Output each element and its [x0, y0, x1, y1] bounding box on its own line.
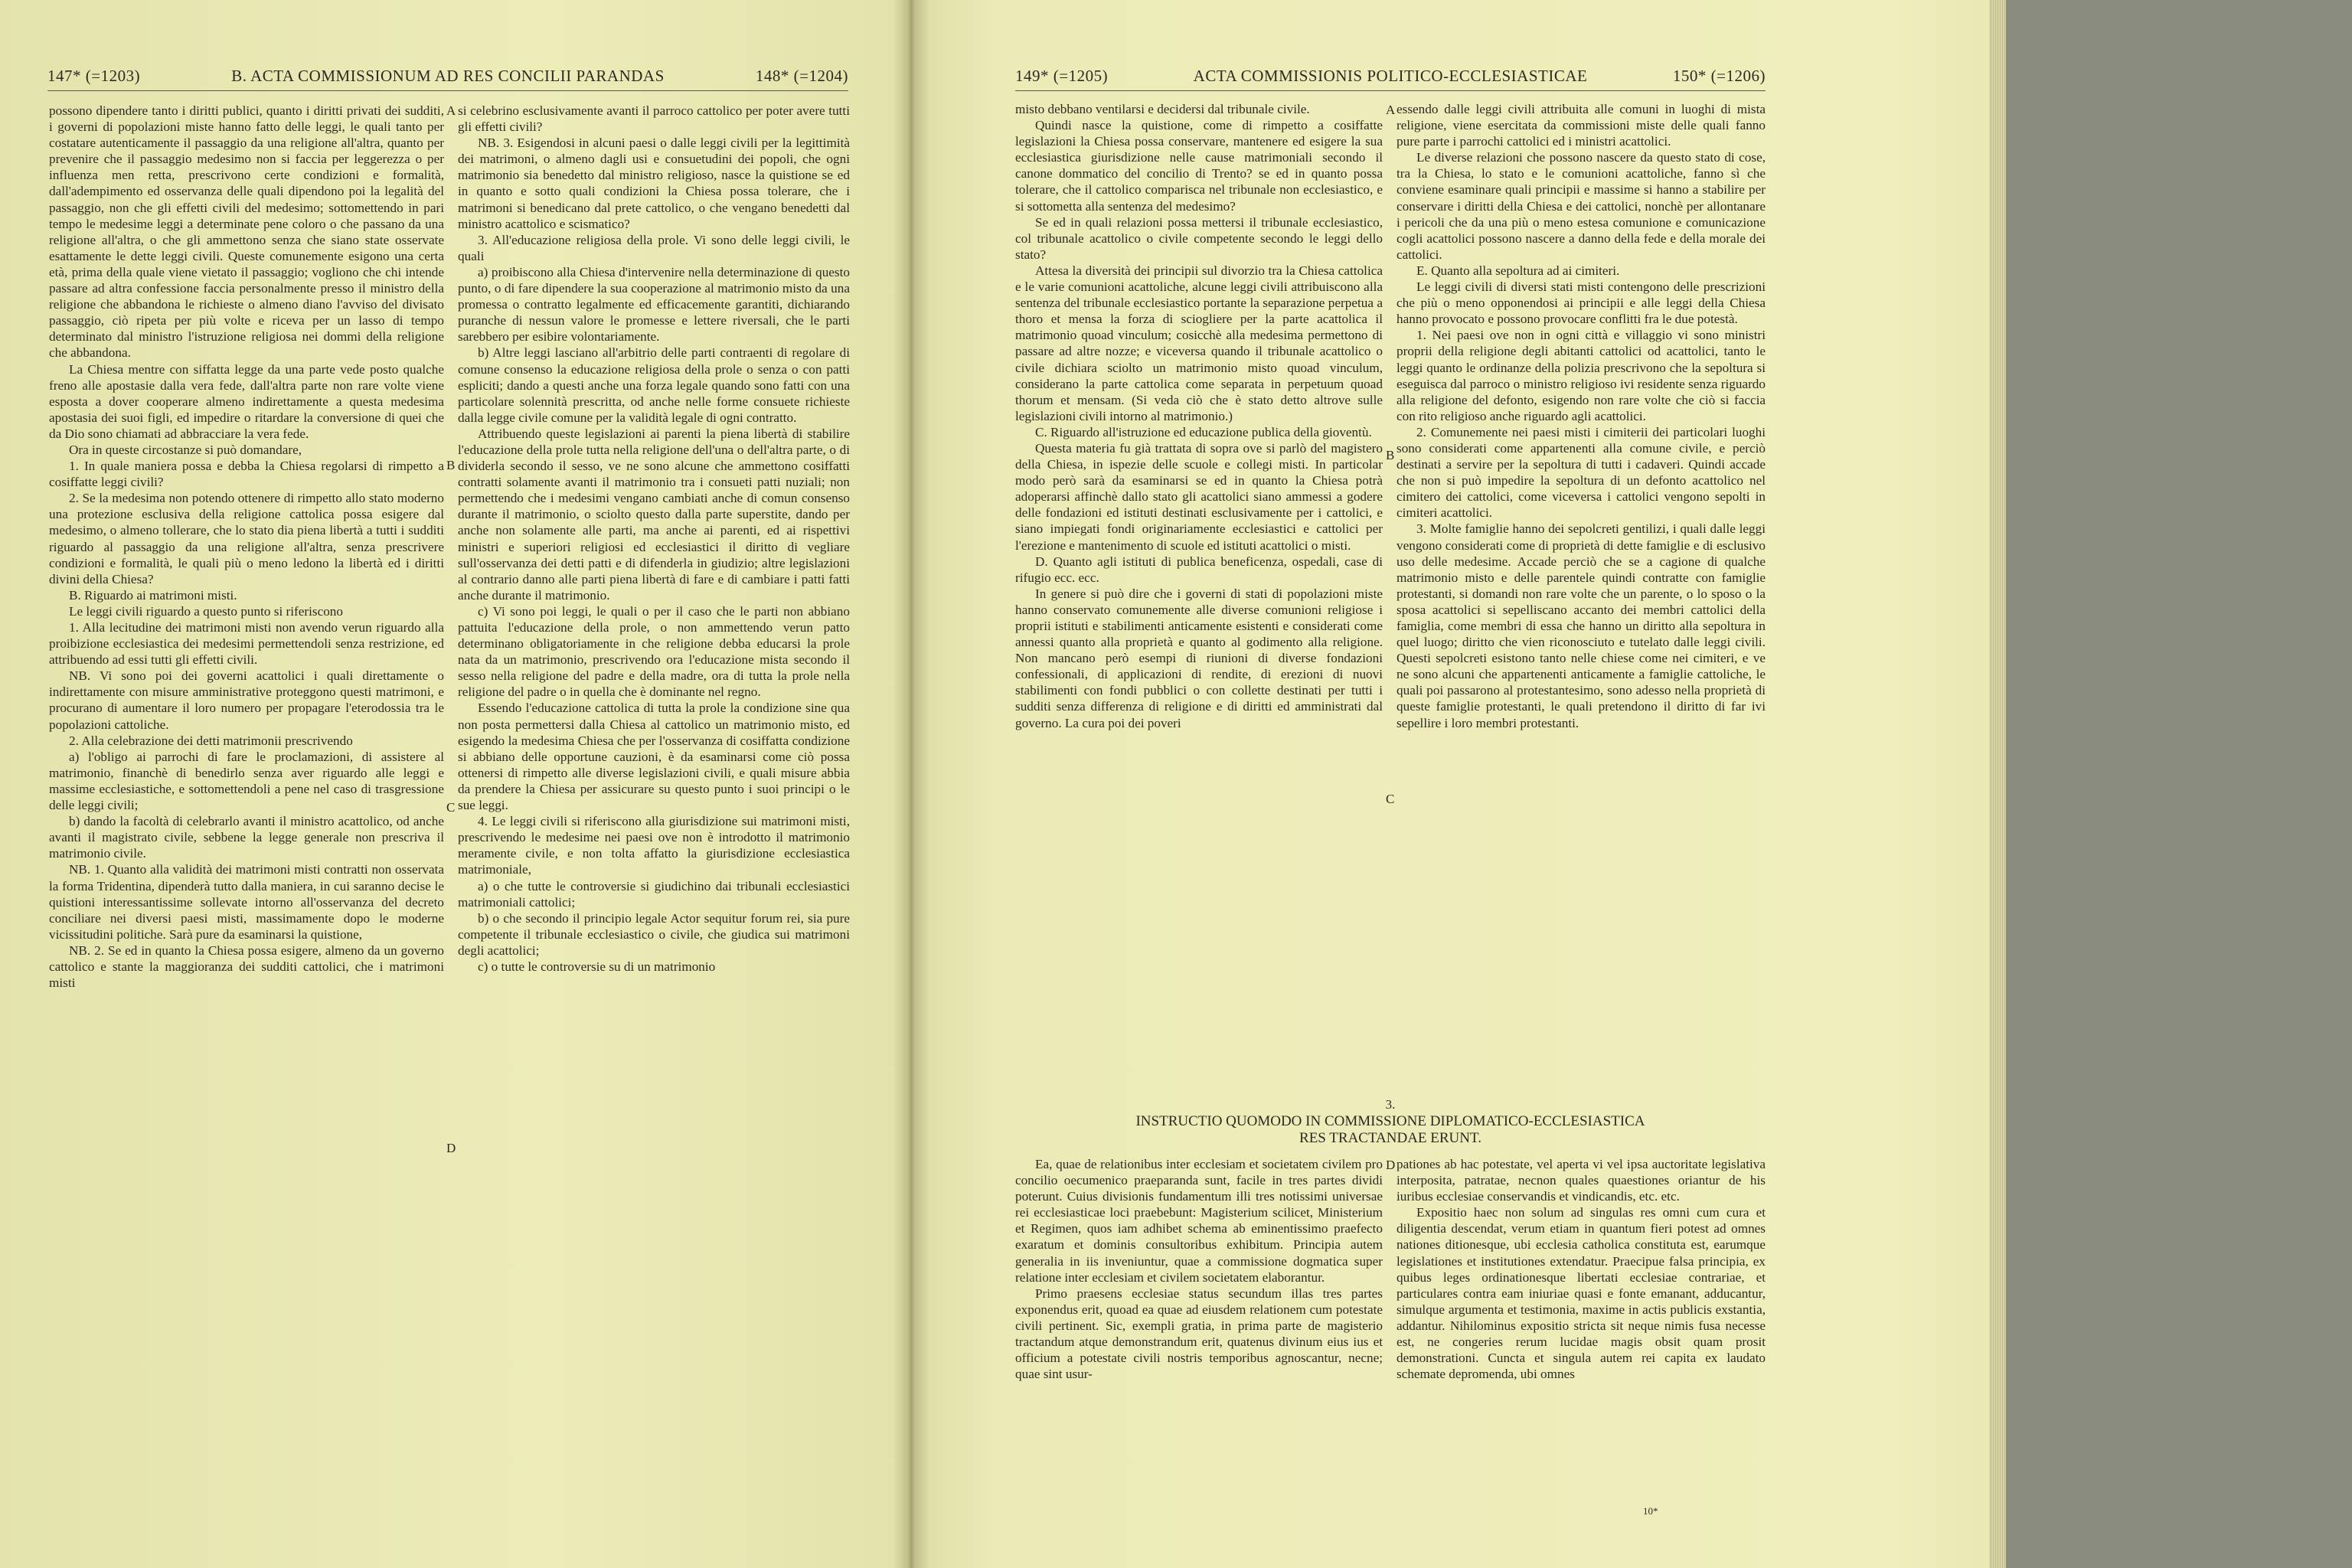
- paragraph: Attribuendo queste legislazioni ai parenti la piena libertà di stabilire l'educazione della prole tutta nella religione dell'una o dell'altra parte, o di dividerla secondo il sesso, ve ne sono alcune che ammettono cosiffatti contratti solamente avanti il matrimonio tra i consueti patti nuziali; non permettendo che i medesimi vengano cambiati anche di comun consenso durante il matrimonio, o sciolto questo dalla parte superstite, dando per anche non solamente alle parti, ma anche ai parenti, ed ai rispettivi ministri e superiori religiosi ed ecclesiastici il diritto di vegliare sull'osservanza dei detti patti e di difenderla in giudizio; altre legislazioni al contrario danno alle parti piena libertà di fare e di cambiare i patti fatti anche durante il matrimonio.: [458, 426, 850, 603]
- paragraph: 2. Alla celebrazione dei detti matrimonii prescrivendo: [69, 733, 353, 748]
- paragraph: possono dipendere tanto i diritti publici, quanto i diritti privati dei sudditi, i governi di popolazioni miste hanno fatto delle leggi, le quali tanto per costatare autenticamente il passaggio da una religione all'altra, quanto per prevenire che il passaggio medesimo non si faccia per leggerezza o per influenza men retta, prescrivono certe condizioni e formalità, dall'adempimento ed osservanza delle quali dipendono poi la legalità del passaggio, non che gli effetti civili del medesimo; sottomettendo in pari tempo le medesime leggi a determinate pene coloro o che passano da una religione all'altra, o che gli ammettono senza che siano state osservate esattamente le dette leggi civili. Queste comunemente esigono una certa età, prima della quale viene vietato il passaggio; vogliono che chi intende passare ad altra confessione faccia personalmente presso il ministro della religione che abbandona le richieste o almeno diano l'avviso del divisato passaggio, ciò ripeta per più volte e riceva per un lasso di tempo determinato dal ministro l'istruzione religiosa nei dommi della religione che abbandona.: [49, 103, 444, 361]
- paragraph: Le leggi civili riguardo a questo punto si riferiscono: [69, 603, 343, 619]
- margin-letter: D: [1386, 1158, 1396, 1172]
- text-column-right-2: [1396, 101, 1766, 731]
- page-number-left: 149* (=1205): [1015, 67, 1109, 85]
- paragraph: essendo dalle leggi civili attribuita alle comuni in luoghi di mista religione, viene esercitata da commissioni miste delle quali fanno pure parte i parrochi cattolici ed i ministri acattolici.: [1396, 102, 1766, 149]
- text-column-left-1: [49, 103, 444, 991]
- paragraph: Se ed in quali relazioni possa mettersi il tribunale ecclesiastico, col tribunale acattolico o civile competente secondo le leggi dello stato?: [1015, 214, 1383, 262]
- paragraph: b) o che secondo il principio legale Actor sequitur forum rei, sia pure competente il tribunale ecclesiastico o civile, che giudica sui matrimoni degli acattolici;: [458, 910, 850, 958]
- section-heading: [1015, 1096, 1766, 1147]
- signature-mark: 10*: [1643, 1505, 1658, 1517]
- margin-letter: B: [446, 458, 456, 472]
- paragraph: c) Vi sono poi leggi, le quali o per il caso che le parti non abbiano pattuita l'educazione della prole, o non ammettendo verun patto determinano obligatoriamente in che religione debba educarsi la prole nata da un matrimonio, prescrivendo ora l'educazione mista secondo il sesso nella religione del padre e della madre, ora di tutta la prole nella religione del padre o in quella che è dominante nel regno.: [458, 603, 850, 700]
- section-title-line-2: RES TRACTANDAE ERUNT.: [1299, 1130, 1481, 1146]
- paragraph: 3. Molte famiglie hanno dei sepolcreti gentilizi, i quali dalle leggi vengono considerati come di proprietà di dette famiglie e di esclusivo uso delle medesime. Accade perciò che se a cagione di qualche matrimonio misto e delle parentele quindi contratte con famiglie protestanti, si domandi non rare volte che un parente, o lo sposo o la sposa acattolici si sepelliscano accanto dei membri cattolici della famiglia, come membri di essa che hanno un diritto alla sepoltura in quel luogo; diritto che vien riconosciuto e tutelato dalle leggi civili. Questi sepolcreti esistono tanto nelle chiese come nei cimiteri, e ve ne sono alcuni che appartenenti anticamente a famiglie cattoliche, le quali poi passarono al protestantesimo, sono adesso nella proprietà di queste famiglie protestanti, le quali pretendono il diritto di far ivi sepellire i loro membri protestanti.: [1396, 521, 1766, 730]
- paragraph: NB. 1. Quanto alla validità dei matrimoni misti contratti non osservata la forma Tridentina, dipenderà tutto dalla maniera, in cui saranno decise le quistioni interessantissime sollevate intorno all'osservanza del decreto conciliare nei diversi paesi misti, massimamente dopo le moderne vicissitudini politiche. Sarà pure da esaminarsi la quistione,: [49, 862, 444, 942]
- paragraph: C. Riguardo all'istruzione ed educazione publica della gioventù.: [1035, 424, 1372, 439]
- text-column-right-3: [1015, 1156, 1383, 1382]
- paragraph: B. Riguardo ai matrimoni misti.: [69, 587, 237, 603]
- paragraph: Quindi nasce la quistione, come di rimpetto a cosiffatte legislazioni la Chiesa possa conservare, mantenere ed esigere la sua ecclesiastica giurisdizione nelle cause matrimoniali secondo il canone dommatico del concilio di Trento? se ed in quanto possa tolerare, che il cattolico comparisca nel tribunale non ecclesiastico, e si sottometta alla sentenza del medesimo?: [1015, 118, 1383, 214]
- left-page: [0, 0, 908, 1568]
- paragraph: pationes ab hac potestate, vel aperta vi vel ipsa auctoritate legislativa interposita, patratae, necnon quales quaestiones oriantur de his iuribus ecclesiae conservandis et vindicandis, etc. etc.: [1396, 1157, 1766, 1204]
- paragraph: Essendo l'educazione cattolica di tutta la prole la condizione sine qua non posta permettersi dalla Chiesa al cattolico un matrimonio misto, ed esigendo la medesima Chiesa che per l'osservanza di cosiffatta condizione si abbiano delle opportune cauzioni, è da esaminarsi come ciò possa ottenersi di rimpetto alle diverse legislazioni civili, e quali misure abbia da prendere la Chiesa per assicurare su questo punto i suoi principi o le sue leggi.: [458, 701, 850, 813]
- running-title-right: ACTA COMMISSIONIS POLITICO-ECCLESIASTICAE: [1193, 67, 1588, 85]
- margin-letter: A: [446, 103, 456, 118]
- paragraph: La Chiesa mentre con siffatta legge da una parte vede posto qualche freno alle apostasie dalla vera fede, dall'altra parte non rare volte viene esposta a dover cooperare almeno indirettamente a questa medesima apostasia dei suoi figli, ed impedire o ritardare la conversione di quei che da Dio sono chiamati ad abbracciare la vera fede.: [49, 361, 444, 441]
- section-number: 3.: [1385, 1097, 1396, 1112]
- paragraph: 1. In quale maniera possa e debba la Chiesa regolarsi di rimpetto a cosiffatte leggi civili?: [49, 459, 444, 490]
- paragraph: D. Quanto agli istituti di publica beneficenza, ospedali, case di rifugio ecc. ecc.: [1015, 554, 1383, 585]
- paragraph: 2. Comunemente nei paesi misti i cimiterii dei particolari luoghi sono considerati come appartenenti alla comune civile, e perciò destinati a servire per la sepoltura di tutti i cadaveri. Quindi accade che non si può impedire la sepoltura di un defonto acattolico nel cimitero dei cattolici, come viceversa i cattolici vengono sepolti in cimiteri acattolici.: [1396, 424, 1766, 521]
- margin-letter: A: [1386, 103, 1396, 117]
- paragraph: Questa materia fu già trattata di sopra ove si parlò del magistero della Chiesa, in ispezie delle scuole e collegi misti. In particolar modo però sarà da esaminarsi se ed in quanto la Chiesa potrà adoperarsi affinchè dallo stato gli acattolici siano ammessi a godere delle fondazioni ed istituti destinati esclusivamente per i cattolici, e siano impiegati fondi originariamente ecclesiastici e cattolici per l'erezione e mantenimento di scuole ed istituti acattolici o misti.: [1015, 440, 1383, 553]
- right-page: [908, 0, 1998, 1568]
- paragraph: a) proibiscono alla Chiesa d'intervenire nella determinazione di questo punto, o di fare dipendere la sua cooperazione al matrimonio misto da una promessa o contratto legalmente ed efficacemente garantiti, dichiarando puranche di nessun valore le promesse e lettere riversali, che le parti sarebbero per esibire volontariamente.: [458, 264, 850, 345]
- section-title-line-1: INSTRUCTIO QUOMODO IN COMMISSIONE DIPLOMATICO-ECCLESIASTICA: [1135, 1113, 1645, 1129]
- page-edges: [1989, 0, 2006, 1568]
- table-background: [1998, 0, 2352, 1568]
- paragraph: Primo praesens ecclesiae status secundum illas tres partes exponendus erit, quoad ea quae ad eiusdem relationem cum potestate civili pertinent. Sic, exempli gratia, in prima parte de magisterio tractandum atque demonstrandum erit, quatenus divinum eius ius et officium a potestate civili nostris temporibus agnoscantur, necne; quae sint usur-: [1015, 1285, 1383, 1382]
- paragraph: a) l'obligo ai parrochi di fare le proclamazioni, di assistere al matrimonio, financhè di benedirlo senza aver riguardo alle leggi e massime ecclesiastiche, e sottomettendoli a pene nel caso di trasgressione delle leggi civili;: [49, 749, 444, 813]
- margin-letter: C: [446, 800, 456, 815]
- paragraph: Expositio haec non solum ad singulas res omni cum cura et diligentia descendat, verum etiam in quantum fieri potest ad omnes nationes ditionesque, ubi ecclesia catholica constituta est, earumque legislationes et institutiones extendatur. Praecipue falsa principia, ex quibus leges ordinationesque libertati ecclesiae contrariae, et particulares contra eam iniuriae quasi e fonte emanant, adducantur, simulque argumenta et testimonia, maxime in actis publicis exstantia, addantur. Nihilominus expositio stricta sit neque nimis fusa necesse est, ne congeries rerum lucidae magis obsit quam prosit demonstrationi. Cuncta et singula autem rei capita ex laudato schemate depromenda, ubi omnes: [1396, 1205, 1766, 1382]
- paragraph: NB. Vi sono poi dei governi acattolici i quali direttamente o indirettamente con misure amministrative proteggono questi matrimoni, e procurano di aumentare il loro numero per propagare l'eterodossia tra le popolazioni cattoliche.: [49, 668, 444, 732]
- margin-letter: D: [446, 1141, 456, 1155]
- running-head-right: [1015, 63, 1766, 91]
- page-number-left: 147* (=1203): [47, 67, 141, 85]
- paragraph: E. Quanto alla sepoltura ad ai cimiteri.: [1416, 263, 1620, 278]
- paragraph: 1. Alla lecitudine dei matrimoni misti non avendo verun riguardo alla proibizione ecclesiastica dei medesimi permettendoli senza restrizione, ed attribuendo ad essi tutti gli effetti civili.: [49, 620, 444, 668]
- margin-letter: C: [1386, 792, 1395, 806]
- paragraph: NB. 3. Esigendosi in alcuni paesi o dalle leggi civili per la legittimità dei matrimoni, o almeno dagli usi e consuetudini dei popoli, che ogni matrimonio sia benedetto dal ministro religioso, nasce la quistione se ed in quanto e sotto quali condizioni la Chiesa possa tolerare, che i matrimoni si benedicano dal prete cattolico, o che vengano benedetti dal ministro acattolico e scismatico?: [458, 136, 850, 231]
- paragraph: 3. All'educazione religiosa della prole. Vi sono delle leggi civili, le quali: [458, 232, 850, 263]
- book-gutter: [893, 0, 929, 1568]
- running-title-left: B. ACTA COMMISSIONUM AD RES CONCILII PARANDAS: [231, 67, 665, 85]
- text-column-right-4: [1396, 1156, 1766, 1382]
- paragraph: 4. Le leggi civili si riferiscono alla giurisdizione sui matrimoni misti, prescrivendo le medesime nei paesi ove non è introdotto il matrimonio meramente civile, e non tolta affatto la giurisdizione ecclesiastica matrimoniale,: [458, 814, 850, 877]
- paragraph: c) o tutte le controversie su di un matrimonio: [478, 959, 716, 974]
- paragraph: 2. Se la medesima non potendo ottenere di rimpetto allo stato moderno una protezione esclusiva della religione cattolica possa esigere dal medesimo, o almeno tollerare, che lo stato dia piena libertà a tutti i sudditi riguardo al passaggio da una religione all'altra, senza prescrivere condizioni e formalità, le quali più o meno ledono la libertà ed i diritti divini della Chiesa?: [49, 491, 444, 586]
- text-column-left-2: [458, 103, 850, 975]
- paragraph: Attesa la diversità dei principii sul divorzio tra la Chiesa cattolica e le varie comunioni acattoliche, alcune leggi civili attribuiscono alla sentenza del tribunale ecclesiastico portante la separazione perpetua a thoro et mensa la forza di sciogliere per la parte acattolica il matrimonio quoad vinculum; cosicchè alla medesima permettono di passare ad altre nozze; e viceversa quando il tribunale acattolico o civile dichiara sciolto un matrimonio misto quoad vinculum, considerano la parte cattolica come separata in perpetuum quoad thorum et mensam. (Si veda ciò che è stato detto altrove sulle legislazioni civili intorno al matrimonio.): [1015, 263, 1383, 423]
- paragraph: Le diverse relazioni che possono nascere da questo stato di cose, tra la Chiesa, lo stato e le comunioni acattoliche, fanno sì che conviene esaminare quali principii e massime si hanno a stabilire per conservare i diritti della Chiesa e dei cattolici, nonchè per allontanare i pericoli che da una più o meno estesa comunione e comunicazione cogli acattolici possono nascere a danno della fede e della morale dei cattolici.: [1396, 150, 1766, 262]
- page-number-right: 148* (=1204): [755, 67, 848, 85]
- paragraph: Ora in queste circostanze si può domandare,: [69, 442, 302, 457]
- text-column-right-1: [1015, 101, 1383, 731]
- paragraph: misto debbano ventilarsi e decidersi dal tribunale civile.: [1015, 102, 1310, 116]
- page-number-right: 150* (=1206): [1672, 67, 1766, 85]
- paragraph: 1. Nei paesi ove non in ogni città e villaggio vi sono ministri proprii della religione degli abitanti cattolici od acattolici, tanto le leggi quanto le ordinanze della polizia prescrivono che la sepoltura si eseguisca dal parroco o ministro religioso ivi residente senza riguardo alla religione del defonto, esigendo non rare volte che ciò si faccia con rito religioso anche riguardo agli acattolici.: [1396, 328, 1766, 423]
- running-head-left: [47, 63, 848, 91]
- margin-letter: B: [1386, 448, 1395, 462]
- paragraph: b) dando la facoltà di celebrarlo avanti il ministro acattolico, od anche avanti il magistrato civile, sebbene la legge generale non prescriva il matrimonio civile.: [49, 814, 444, 861]
- paragraph: Le leggi civili di diversi stati misti contengono delle prescrizioni che più o meno opponendosi ai principii e alle leggi della Chiesa hanno provocato e possono provocare conflitti fra le due potestà.: [1396, 279, 1766, 327]
- paragraph: b) Altre leggi lasciano all'arbitrio delle parti contraenti di regolare di comune consenso la educazione religiosa della prole o senza o con patti espliciti; dando a questi anche una forza legale quando sono fatti con una particolare solennità prescritta, od anche nelle forme consuete richieste dalla legge civile comune per la validità legale di ogni contratto.: [458, 345, 850, 425]
- paragraph: In genere si può dire che i governi di stati di popolazioni miste hanno conservato comunemente alle diverse comunioni religiose i proprii istituti e stabilimenti anticamente esistenti e considerati come annessi quanto alla proprietà e quanto al godimento alla religione. Non mancano però esempi di riunioni di diverse fondazioni confessionali, di applicazioni di rendite, di erezioni di nuovi stabilimenti con fondi pubblici o con collette destinati per tutti i sudditi senza differenza di religione e di diritti ed amministrati dal governo. La cura poi dei poveri: [1015, 586, 1383, 730]
- paragraph: Ea, quae de relationibus inter ecclesiam et societatem civilem pro concilio oecumenico praeparanda sunt, facile in tres partes dividi poterunt. Cuius divisionis fundamentum illi tres notissimi universae rei ecclesiasticae loci praebebunt: Magisterium scilicet, Ministerium et Regimen, quos iam adhibet schema ab eminentissimo praefecto exaratum et dominis consultoribus exhibitum. Principia autem generalia in iis inveniuntur, quae a commissione dogmatica super relatione inter ecclesiam et civilem societatem elaborantur.: [1015, 1157, 1383, 1285]
- paragraph: si celebrino esclusivamente avanti il parroco cattolico per poter avere tutti gli effetti civili?: [458, 103, 850, 135]
- paragraph: a) o che tutte le controversie si giudichino dai tribunali ecclesiastici matrimoniali cattolici;: [458, 878, 850, 910]
- paragraph: NB. 2. Se ed in quanto la Chiesa possa esigere, almeno da un governo cattolico e stante la maggioranza dei sudditi cattolici, che i matrimoni misti: [49, 942, 444, 991]
